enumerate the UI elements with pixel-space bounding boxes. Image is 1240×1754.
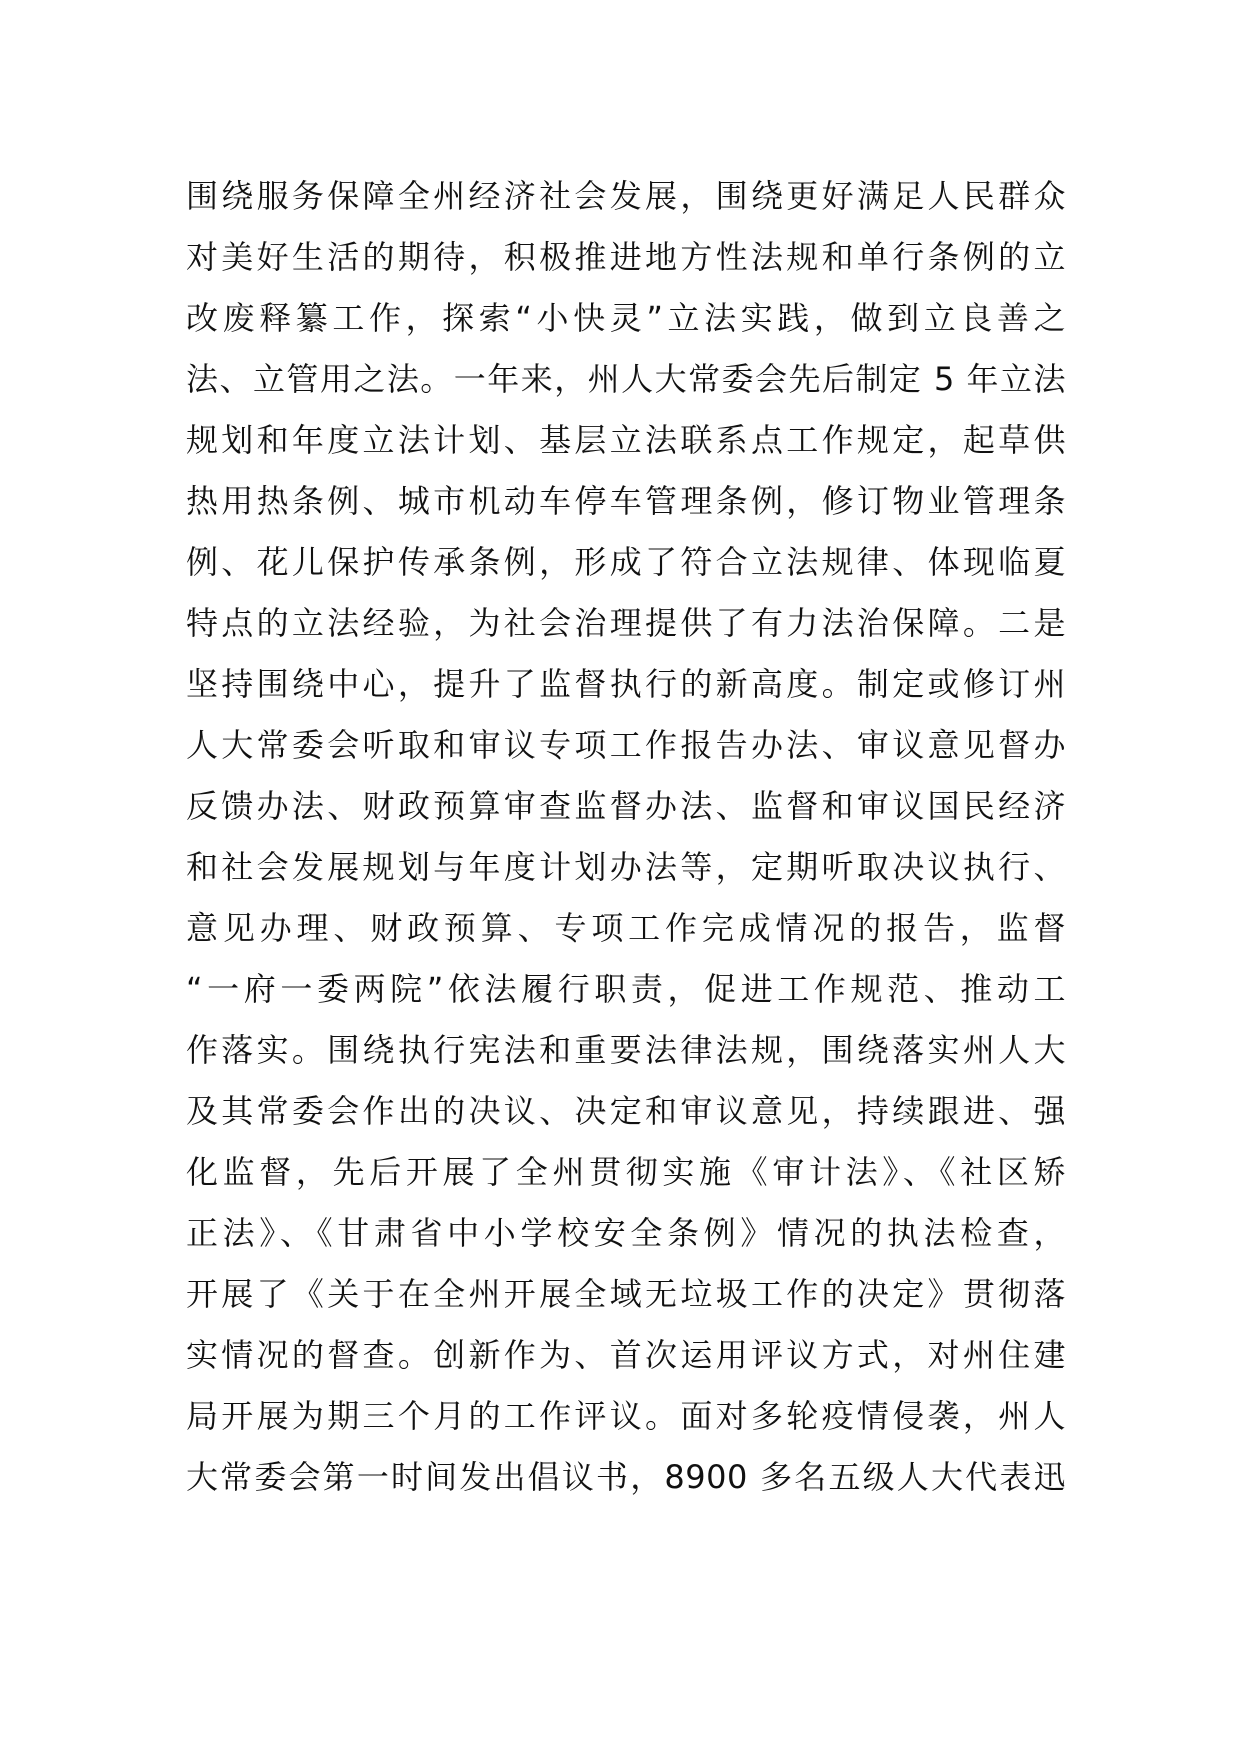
text-line: “一府一委两院”依法履行职责，促进工作规范、推动工 [186,970,1066,1008]
text-line: 规划和年度立法计划、基层立法联系点工作规定，起草供 [186,421,1066,459]
text-line: 及其常委会作出的决议、决定和审议意见，持续跟进、强 [186,1092,1066,1130]
text-line: 例、花儿保护传承条例，形成了符合立法规律、体现临夏 [186,543,1066,581]
text-line: 法、立管用之法。一年来，州人大常委会先后制定 5 年立法 [186,360,1066,398]
text-line: 实情况的督查。创新作为、首次运用评议方式，对州住建 [186,1336,1066,1374]
text-line: 和社会发展规划与年度计划办法等，定期听取决议执行、 [186,848,1066,886]
text-line: 对美好生活的期待，积极推进地方性法规和单行条例的立 [186,238,1066,276]
text-line: 改废释纂工作，探索“小快灵”立法实践，做到立良善之 [186,299,1066,337]
text-line: 意见办理、财政预算、专项工作完成情况的报告，监督 [186,909,1066,947]
text-line: 反馈办法、财政预算审查监督办法、监督和审议国民经济 [186,787,1066,825]
text-line: 围绕服务保障全州经济社会发展，围绕更好满足人民群众 [186,177,1066,215]
text-line: 大常委会第一时间发出倡议书，8900 多名五级人大代表迅 [186,1458,1066,1496]
text-line: 局开展为期三个月的工作评议。面对多轮疫情侵袭，州人 [186,1397,1066,1435]
text-line: 人大常委会听取和审议专项工作报告办法、审议意见督办 [186,726,1066,764]
body-text [186,166,1066,1508]
text-line: 开展了《关于在全州开展全域无垃圾工作的决定》贯彻落 [186,1275,1066,1313]
text-line: 正法》、《甘肃省中小学校安全条例》情况的执法检查， [186,1214,1066,1252]
text-line: 热用热条例、城市机动车停车管理条例，修订物业管理条 [186,482,1066,520]
text-line: 特点的立法经验，为社会治理提供了有力法治保障。二是 [186,604,1066,642]
text-line: 化监督，先后开展了全州贯彻实施《审计法》、《社区矫 [186,1153,1066,1191]
text-line: 坚持围绕中心，提升了监督执行的新高度。制定或修订州 [186,665,1066,703]
text-line: 作落实。围绕执行宪法和重要法律法规，围绕落实州人大 [186,1031,1066,1069]
